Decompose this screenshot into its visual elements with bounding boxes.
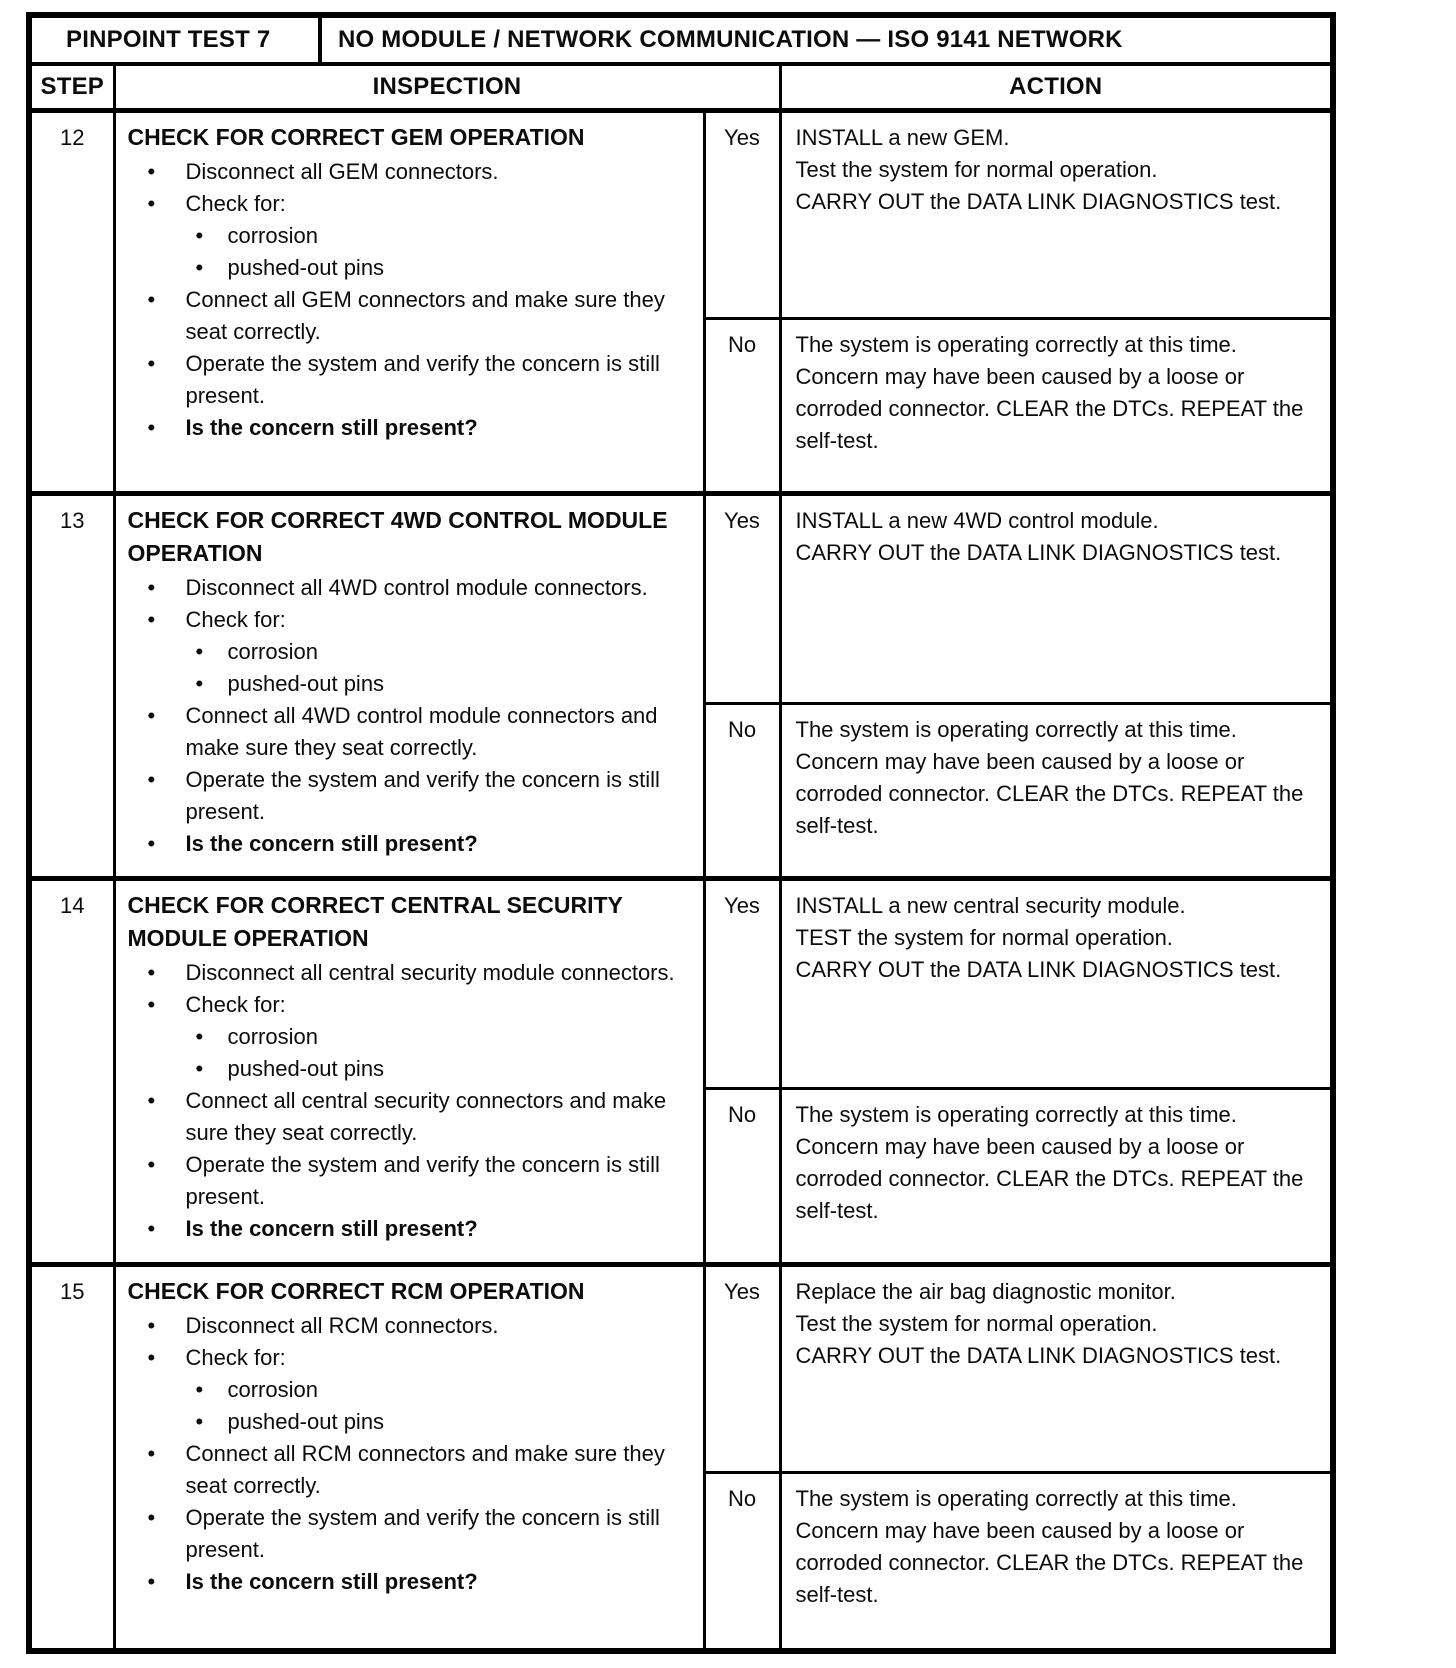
inspection-bullet bbox=[128, 1566, 693, 1598]
inspection-bullet bbox=[128, 188, 693, 220]
inspection-bullet bbox=[128, 1085, 693, 1149]
bullet-text: pushed-out pins bbox=[227, 670, 385, 696]
bullet-marker: • bbox=[147, 1152, 156, 1178]
step-number: 15 bbox=[32, 1264, 114, 1648]
action-line: INSTALL a new 4WD control module. bbox=[795, 507, 1159, 533]
column-header-step: STEP bbox=[32, 66, 114, 110]
no-label-cell: No bbox=[704, 1089, 780, 1265]
action-line: The system is operating correctly at this time. Concern may have been caused by a loose or corroded connector. CLEAR the DTCs. REPEAT the self-test. bbox=[795, 332, 1304, 454]
bullet-marker: • bbox=[147, 1568, 156, 1594]
bullet-text: Connect all GEM connectors and make sure they seat correctly. bbox=[185, 286, 665, 344]
inspection-bullet bbox=[128, 1502, 693, 1566]
inspection-title: CHECK FOR CORRECT GEM OPERATION bbox=[127, 123, 585, 150]
bullet-marker: • bbox=[147, 158, 156, 184]
bullet-marker: • bbox=[147, 1216, 156, 1242]
no-action-cell bbox=[780, 1473, 1330, 1648]
inspection-bullet bbox=[128, 572, 693, 604]
bullet-marker: • bbox=[147, 1504, 156, 1530]
bullet-marker: • bbox=[147, 190, 156, 216]
yes-action-cell bbox=[780, 493, 1330, 703]
inspection-title: CHECK FOR CORRECT RCM OPERATION bbox=[127, 1277, 585, 1304]
table-title-row bbox=[32, 18, 1330, 66]
no-action-cell bbox=[780, 1089, 1330, 1265]
bullet-text: Operate the system and verify the concern is still present. bbox=[185, 1504, 660, 1562]
bullet-text: pushed-out pins bbox=[227, 254, 385, 280]
steps-body bbox=[32, 110, 1330, 1648]
bullet-marker: • bbox=[147, 350, 156, 376]
bullet-marker: • bbox=[147, 1344, 156, 1370]
bullet-text: Disconnect all 4WD control module connectors. bbox=[185, 574, 648, 600]
action-line: INSTALL a new central security module. bbox=[795, 893, 1186, 919]
bullet-marker: • bbox=[147, 992, 156, 1018]
step-row-yes bbox=[32, 879, 1330, 1089]
bullet-text: Operate the system and verify the concern is still present. bbox=[185, 1152, 660, 1210]
bullet-marker: • bbox=[147, 1088, 156, 1114]
bullet-marker: • bbox=[195, 638, 204, 664]
bullet-marker: • bbox=[147, 960, 156, 986]
inspection-bullet bbox=[128, 604, 693, 636]
column-header-action: ACTION bbox=[780, 66, 1330, 110]
action-line: CARRY OUT the DATA LINK DIAGNOSTICS test. bbox=[795, 957, 1282, 983]
bullet-text: Operate the system and verify the concern is still present. bbox=[185, 766, 660, 824]
bullet-marker: • bbox=[147, 286, 156, 312]
bullet-marker: • bbox=[195, 254, 204, 280]
action-line: Test the system for normal operation. bbox=[795, 1310, 1158, 1336]
bullet-text: Disconnect all central security module connectors. bbox=[185, 960, 675, 986]
inspection-bullet bbox=[128, 957, 693, 989]
bullet-marker: • bbox=[147, 414, 156, 440]
bullet-marker: • bbox=[195, 1056, 204, 1082]
inspection-bullet bbox=[128, 412, 693, 444]
step-number: 12 bbox=[32, 110, 114, 493]
bullet-marker: • bbox=[147, 574, 156, 600]
bullet-text: Is the concern still present? bbox=[185, 414, 478, 440]
inspection-bullet bbox=[128, 1406, 693, 1438]
action-line: Replace the air bag diagnostic monitor. bbox=[795, 1278, 1176, 1304]
yes-action-cell bbox=[780, 879, 1330, 1089]
inspection-bullet bbox=[128, 156, 693, 188]
no-label-cell: No bbox=[704, 703, 780, 879]
bullet-text: Check for: bbox=[185, 1344, 286, 1370]
bullet-text: pushed-out pins bbox=[227, 1408, 385, 1434]
inspection-bullet bbox=[128, 252, 693, 284]
yes-label-cell: Yes bbox=[704, 493, 780, 703]
no-label-cell: No bbox=[704, 319, 780, 494]
action-line: The system is operating correctly at this time. Concern may have been caused by a loose or corroded connector. CLEAR the DTCs. REPEAT the self-test. bbox=[795, 1102, 1304, 1224]
bullet-marker: • bbox=[147, 830, 156, 856]
inspection-cell bbox=[114, 879, 704, 1265]
bullet-text: Operate the system and verify the concern is still present. bbox=[185, 350, 660, 408]
action-line: INSTALL a new GEM. bbox=[795, 124, 1010, 150]
bullet-marker: • bbox=[195, 222, 204, 248]
column-header-inspection: INSPECTION bbox=[114, 66, 780, 110]
bullet-marker: • bbox=[147, 766, 156, 792]
inspection-bullet bbox=[128, 828, 693, 860]
steps-table bbox=[32, 66, 1330, 1648]
step-row-yes bbox=[32, 493, 1330, 703]
inspection-bullet bbox=[128, 348, 693, 412]
action-line: The system is operating correctly at this time. Concern may have been caused by a loose or corroded connector. CLEAR the DTCs. REPEAT the self-test. bbox=[795, 1486, 1304, 1608]
bullet-marker: • bbox=[147, 702, 156, 728]
bullet-text: corrosion bbox=[227, 222, 318, 248]
inspection-bullet bbox=[128, 1374, 693, 1406]
inspection-cell bbox=[114, 493, 704, 879]
bullet-marker: • bbox=[147, 1312, 156, 1338]
inspection-bullet bbox=[128, 1149, 693, 1213]
pinpoint-test-title: NO MODULE / NETWORK COMMUNICATION — ISO 9141 NETWORK bbox=[338, 26, 1123, 53]
column-header bbox=[32, 66, 1330, 110]
inspection-bullet bbox=[128, 1342, 693, 1374]
inspection-bullet bbox=[128, 1310, 693, 1342]
bullet-text: Check for: bbox=[185, 992, 286, 1018]
inspection-title: CHECK FOR CORRECT CENTRAL SECURITY MODULE OPERATION bbox=[127, 892, 623, 952]
inspection-bullet bbox=[128, 668, 693, 700]
action-line: CARRY OUT the DATA LINK DIAGNOSTICS test. bbox=[795, 539, 1282, 565]
inspection-bullet bbox=[128, 1021, 693, 1053]
bullet-marker: • bbox=[195, 1408, 204, 1434]
pinpoint-test-document bbox=[26, 12, 1336, 1654]
step-row-yes bbox=[32, 1264, 1330, 1473]
inspection-bullet bbox=[128, 636, 693, 668]
step-row-yes bbox=[32, 110, 1330, 319]
bullet-marker: • bbox=[195, 670, 204, 696]
action-line: Test the system for normal operation. bbox=[795, 156, 1158, 182]
inspection-bullet bbox=[128, 989, 693, 1021]
inspection-bullet bbox=[128, 764, 693, 828]
bullet-text: Connect all 4WD control module connectors and make sure they seat correctly. bbox=[185, 702, 658, 760]
inspection-cell bbox=[114, 1264, 704, 1648]
bullet-marker: • bbox=[147, 606, 156, 632]
bullet-text: corrosion bbox=[227, 1376, 318, 1402]
bullet-text: Is the concern still present? bbox=[185, 1568, 478, 1594]
column-header-row bbox=[32, 66, 1330, 110]
inspection-cell bbox=[114, 110, 704, 493]
bullet-text: Disconnect all GEM connectors. bbox=[185, 158, 499, 184]
bullet-marker: • bbox=[147, 1440, 156, 1466]
inspection-bullet bbox=[128, 1438, 693, 1502]
bullet-text: pushed-out pins bbox=[227, 1056, 385, 1082]
no-action-cell bbox=[780, 703, 1330, 879]
bullet-text: Connect all RCM connectors and make sure they seat correctly. bbox=[185, 1440, 665, 1498]
bullet-text: Is the concern still present? bbox=[185, 830, 478, 856]
bullet-text: Connect all central security connectors and make sure they seat correctly. bbox=[185, 1088, 667, 1146]
inspection-bullet bbox=[128, 1213, 693, 1245]
no-action-cell bbox=[780, 319, 1330, 494]
bullet-marker: • bbox=[195, 1024, 204, 1050]
yes-label-cell: Yes bbox=[704, 879, 780, 1089]
action-line: CARRY OUT the DATA LINK DIAGNOSTICS test. bbox=[795, 1342, 1282, 1368]
bullet-text: Check for: bbox=[185, 606, 286, 632]
yes-label-cell: Yes bbox=[704, 110, 780, 319]
action-line: CARRY OUT the DATA LINK DIAGNOSTICS test. bbox=[795, 188, 1282, 214]
yes-action-cell bbox=[780, 1264, 1330, 1473]
inspection-bullet bbox=[128, 220, 693, 252]
yes-action-cell bbox=[780, 110, 1330, 319]
bullet-text: Check for: bbox=[185, 190, 286, 216]
action-line: The system is operating correctly at this time. Concern may have been caused by a loose or corroded connector. CLEAR the DTCs. REPEAT the self-test. bbox=[795, 716, 1304, 838]
inspection-title: CHECK FOR CORRECT 4WD CONTROL MODULE OPERATION bbox=[127, 506, 668, 566]
inspection-bullet bbox=[128, 284, 693, 348]
bullet-text: corrosion bbox=[227, 638, 318, 664]
bullet-text: corrosion bbox=[227, 1024, 318, 1050]
no-label-cell: No bbox=[704, 1473, 780, 1648]
bullet-marker: • bbox=[195, 1376, 204, 1402]
yes-label-cell: Yes bbox=[704, 1264, 780, 1473]
action-line: TEST the system for normal operation. bbox=[795, 925, 1173, 951]
step-number: 14 bbox=[32, 879, 114, 1265]
bullet-text: Is the concern still present? bbox=[185, 1216, 478, 1242]
pinpoint-test-label: PINPOINT TEST 7 bbox=[32, 18, 322, 62]
inspection-bullet bbox=[128, 1053, 693, 1085]
inspection-bullet bbox=[128, 700, 693, 764]
bullet-text: Disconnect all RCM connectors. bbox=[185, 1312, 499, 1338]
step-number: 13 bbox=[32, 493, 114, 879]
